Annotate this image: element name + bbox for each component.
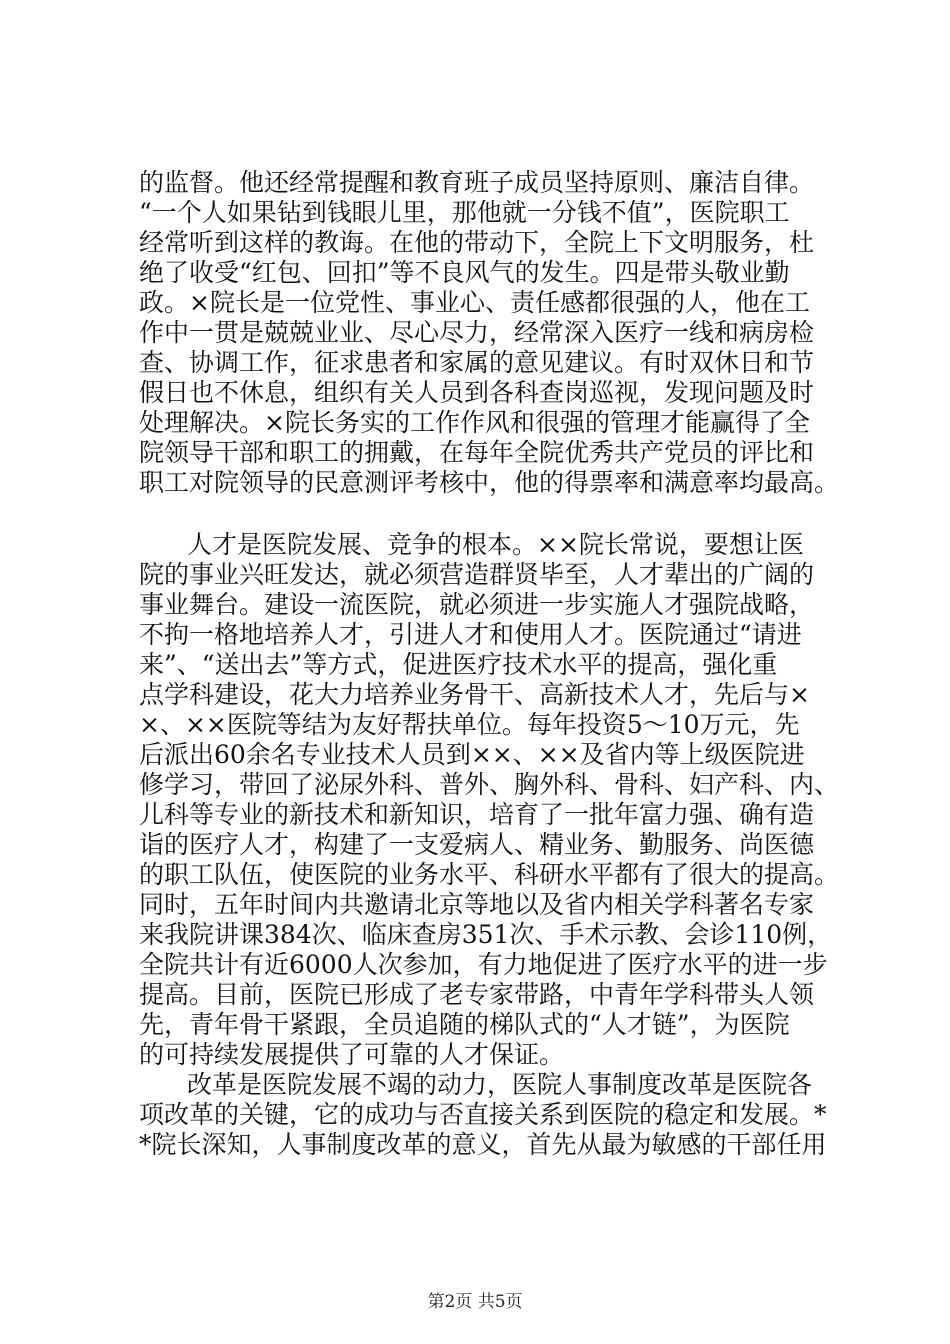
text-line: 绝了收受“红包、回扣”等不良风气的发生。四是带头敬业勤 <box>139 258 790 287</box>
paragraph-2 <box>139 530 851 1070</box>
text-line: 经常听到这样的教诲。在他的带动下，全院上下文明服务，杜 <box>139 228 815 257</box>
text-line: 全院共计有近6000人次参加，有力地促进了医疗水平的进一步 <box>139 950 828 979</box>
text-line: “一个人如果钻到钱眼儿里，那他就一分钱不值”，医院职工 <box>139 198 790 227</box>
text-line: *院长深知，人事制度改革的意义，首先从最为敏感的干部任用 <box>139 1130 827 1159</box>
text-line: 事业舞台。建设一流医院，就必须进一步实施人才强院战略， <box>139 590 815 619</box>
text-line: 院的事业兴旺发达，就必须营造群贤毕至，人才辈出的广阔的 <box>139 560 815 589</box>
text-line: 的可持续发展提供了可靠的人才保证。 <box>139 1040 565 1069</box>
text-line: ×、××医院等结为友好帮扶单位。每年投资5～10万元，先 <box>139 710 800 739</box>
page-number-footer: 第2页 共5页 <box>427 1292 523 1312</box>
text-line: 诣的医疗人才，构建了一支爱病人、精业务、勤服务、尚医德 <box>139 830 815 859</box>
text-line: 来我院讲课384次、临床查房351次、手术示教、会诊110例， <box>139 920 833 949</box>
paragraph-spacer <box>139 498 851 530</box>
text-line: 后派出60余名专业技术人员到××、××及省内等上级医院进 <box>139 740 805 769</box>
text-line: 假日也不休息，组织有关人员到各科查岗巡视，发现问题及时 <box>139 378 815 407</box>
text-line: 政。×院长是一位党性、事业心、责任感都很强的人，他在工 <box>139 288 810 317</box>
text-line: 院领导干部和职工的拥戴，在每年全院优秀共产党员的评比和 <box>139 438 815 467</box>
text-line: 的监督。他还经常提醒和教育班子成员坚持原则、廉洁自律。 <box>139 168 815 197</box>
text-line: 改革是医院发展不竭的动力，医院人事制度改革是医院各 <box>187 1070 813 1099</box>
text-line: 来”、“送出去”等方式，促进医疗技术水平的提高，强化重 <box>139 650 778 679</box>
text-line: 不拘一格地培养人才，引进人才和使用人才。医院通过“请进 <box>139 620 802 649</box>
paragraph-3 <box>139 1070 851 1160</box>
text-line: 处理解决。×院长务实的工作作风和很强的管理才能赢得了全 <box>139 408 810 437</box>
text-line: 作中一贯是兢兢业业、尽心尽力，经常深入医疗一线和病房检 <box>139 318 815 347</box>
text-line: 儿科等专业的新技术和新知识，培育了一批年富力强、确有造 <box>139 800 815 829</box>
text-line: 职工对院领导的民意测评考核中，他的得票率和满意率均最高。 <box>139 468 840 497</box>
text-line: 点学科建设，花大力培养业务骨干、高新技术人才，先后与× <box>139 680 810 709</box>
text-line: 人才是医院发展、竞争的根本。××院长常说，要想让医 <box>187 530 804 559</box>
paragraph-1 <box>139 168 851 498</box>
text-line: 提高。目前，医院已形成了老专家带路，中青年学科带头人领 <box>139 980 815 1009</box>
text-line: 查、协调工作，征求患者和家属的意见建议。有时双休日和节 <box>139 348 815 377</box>
text-line: 先，青年骨干紧跟，全员追随的梯队式的“人才链”，为医院 <box>139 1010 790 1039</box>
document-body <box>139 168 851 1160</box>
text-line: 的职工队伍，使医院的业务水平、科研水平都有了很大的提高。 <box>139 860 840 889</box>
text-line: 修学习，带回了泌尿外科、普外、胸外科、骨科、妇产科、内、 <box>139 770 840 799</box>
text-line: 同时，五年时间内共邀请北京等地以及省内相关学科著名专家 <box>139 890 815 919</box>
text-line: 项改革的关键，它的成功与否直接关系到医院的稳定和发展。* <box>139 1100 827 1129</box>
